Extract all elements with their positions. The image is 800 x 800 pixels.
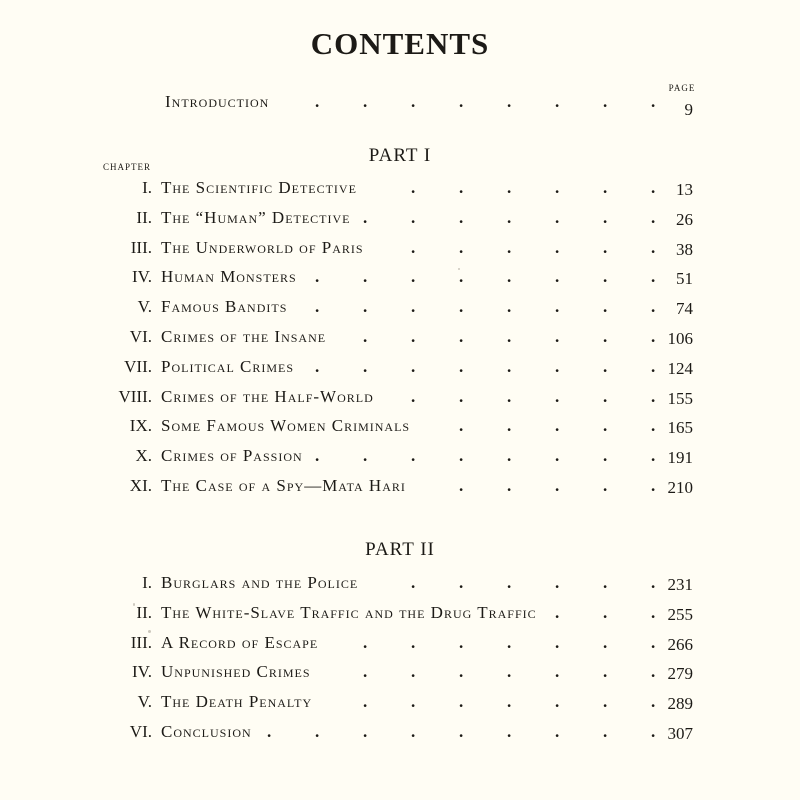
leader-dot: . bbox=[459, 327, 464, 346]
leader-dot: . bbox=[507, 446, 512, 466]
leader-dot: . bbox=[459, 386, 464, 406]
part-one-chapter-entry[interactable] bbox=[0, 327, 800, 355]
leader-dot: . bbox=[507, 692, 512, 712]
leader-dot: . bbox=[459, 92, 464, 111]
paper-speck bbox=[133, 603, 135, 606]
leader-dot: . bbox=[651, 692, 656, 712]
chapter-page-number: 255 bbox=[667, 604, 693, 624]
chapter-title: Crimes of the Half-World bbox=[161, 386, 374, 406]
leader-dot: . bbox=[555, 356, 560, 376]
leader-dot: . bbox=[555, 327, 560, 346]
leader-dot: . bbox=[651, 92, 656, 111]
part-one-chapter-entry[interactable] bbox=[0, 476, 800, 504]
chapter-page-number: 266 bbox=[667, 634, 693, 654]
chapter-page-number: 26 bbox=[676, 209, 693, 229]
leader-dot: . bbox=[411, 662, 416, 682]
chapter-number: XI. bbox=[129, 476, 152, 495]
leader-dot: . bbox=[459, 178, 464, 197]
leader-dot: . bbox=[363, 692, 368, 712]
leader-dot: . bbox=[315, 356, 320, 376]
chapter-title: Unpunished Crimes bbox=[161, 662, 311, 682]
chapter-page-number: 307 bbox=[667, 724, 693, 743]
chapter-title: A Record of Escape bbox=[161, 632, 319, 652]
chapter-number: VI. bbox=[129, 722, 152, 741]
chapter-title: Crimes of Passion bbox=[161, 446, 303, 466]
leader-dot: . bbox=[651, 207, 656, 227]
leader-dot: . bbox=[603, 356, 608, 376]
part-two-chapter-entry[interactable] bbox=[0, 662, 800, 690]
leader-dot: . bbox=[555, 662, 560, 682]
leader-dot: . bbox=[411, 237, 416, 257]
leader-dot: . bbox=[459, 446, 464, 466]
leader-dot: . bbox=[459, 476, 464, 495]
leader-dot: . bbox=[603, 416, 608, 436]
chapter-title: Crimes of the Insane bbox=[161, 327, 327, 346]
leader-dot: . bbox=[555, 386, 560, 406]
leader-dot: . bbox=[507, 237, 512, 257]
leader-dot: . bbox=[459, 297, 464, 317]
leader-dot: . bbox=[603, 722, 608, 741]
page-title: CONTENTS bbox=[310, 26, 490, 61]
leader-dot: . bbox=[555, 416, 560, 436]
chapter-number: III. bbox=[130, 632, 152, 652]
leader-dot: . bbox=[603, 602, 608, 622]
chapter-title: The Scientific Detective bbox=[161, 178, 357, 197]
part-one-chapter-entry[interactable] bbox=[0, 387, 800, 415]
leader-dot: . bbox=[459, 356, 464, 376]
leader-dot: . bbox=[459, 267, 464, 287]
leader-dot: . bbox=[555, 207, 560, 227]
leader-dot: . bbox=[411, 356, 416, 376]
paper-speck bbox=[458, 268, 460, 270]
leader-dot: . bbox=[507, 356, 512, 376]
leader-dot: . bbox=[555, 692, 560, 712]
leader-dot: . bbox=[603, 386, 608, 406]
chapter-title: The White-Slave Traffic and the Drug Traffic bbox=[161, 602, 537, 622]
leader-dot: . bbox=[555, 178, 560, 197]
leader-dot: . bbox=[603, 692, 608, 712]
leader-dot: . bbox=[363, 327, 368, 346]
leader-dot: . bbox=[651, 573, 656, 592]
introduction-title: Introduction bbox=[165, 92, 270, 111]
leader-dot: . bbox=[651, 297, 656, 317]
chapter-page-number: 51 bbox=[676, 269, 693, 289]
leader-dot: . bbox=[651, 662, 656, 682]
leader-dot: . bbox=[363, 92, 368, 111]
leader-dot: . bbox=[651, 722, 656, 741]
leader-dot: . bbox=[315, 446, 320, 466]
part-one-chapter-entry[interactable] bbox=[0, 446, 800, 474]
dot-leader bbox=[0, 92, 800, 120]
leader-dot: . bbox=[507, 632, 512, 652]
leader-dot: . bbox=[459, 722, 464, 741]
leader-dot: . bbox=[507, 297, 512, 317]
leader-dot: . bbox=[363, 722, 368, 741]
chapter-number: II. bbox=[136, 602, 152, 622]
paper-speck bbox=[148, 630, 151, 633]
chapter-number: V. bbox=[137, 297, 152, 317]
chapter-number: IX. bbox=[129, 416, 152, 436]
leader-dot: . bbox=[411, 178, 416, 197]
introduction-page-number: 9 bbox=[684, 100, 693, 119]
chapter-title: Human Monsters bbox=[161, 267, 297, 287]
leader-dot: . bbox=[651, 237, 656, 257]
leader-dot: . bbox=[411, 267, 416, 287]
part-one-chapter-entry[interactable] bbox=[0, 416, 800, 444]
leader-dot: . bbox=[507, 662, 512, 682]
leader-dot: . bbox=[411, 327, 416, 346]
leader-dot: . bbox=[603, 267, 608, 287]
chapter-title: Some Famous Women Criminals bbox=[161, 416, 411, 436]
leader-dot: . bbox=[315, 92, 320, 111]
chapter-title: The Case of a Spy—Mata Hari bbox=[161, 476, 406, 495]
leader-dot: . bbox=[459, 632, 464, 652]
leader-dot: . bbox=[651, 632, 656, 652]
leader-dot: . bbox=[555, 446, 560, 466]
leader-dot: . bbox=[507, 476, 512, 495]
chapter-page-number: 210 bbox=[667, 478, 693, 497]
leader-dot: . bbox=[603, 207, 608, 227]
chapter-page-number: 74 bbox=[676, 299, 693, 319]
chapter-page-number: 279 bbox=[667, 664, 693, 684]
leader-dot: . bbox=[603, 237, 608, 257]
chapter-page-number: 38 bbox=[676, 239, 693, 259]
leader-dot: . bbox=[267, 722, 272, 741]
chapter-number: VII. bbox=[124, 356, 152, 376]
leader-dot: . bbox=[651, 386, 656, 406]
leader-dot: . bbox=[603, 573, 608, 592]
leader-dot: . bbox=[651, 327, 656, 346]
leader-dot: . bbox=[555, 92, 560, 111]
leader-dot: . bbox=[507, 722, 512, 741]
leader-dot: . bbox=[651, 476, 656, 495]
leader-dot: . bbox=[555, 476, 560, 495]
leader-dot: . bbox=[651, 178, 656, 197]
chapter-number: II. bbox=[136, 207, 152, 227]
leader-dot: . bbox=[603, 632, 608, 652]
chapter-page-number: 165 bbox=[667, 418, 693, 438]
part-one-chapter-entry[interactable] bbox=[0, 208, 800, 236]
leader-dot: . bbox=[603, 446, 608, 466]
leader-dot: . bbox=[507, 92, 512, 111]
leader-dot: . bbox=[555, 297, 560, 317]
leader-dot: . bbox=[555, 573, 560, 592]
leader-dot: . bbox=[411, 207, 416, 227]
leader-dot: . bbox=[603, 178, 608, 197]
chapter-page-number: 124 bbox=[667, 358, 693, 378]
leader-dot: . bbox=[507, 267, 512, 287]
chapter-title: The “Human” Detective bbox=[161, 207, 351, 227]
chapter-title: Conclusion bbox=[161, 722, 252, 741]
leader-dot: . bbox=[603, 297, 608, 317]
part-two-chapter-entry[interactable] bbox=[0, 603, 800, 631]
leader-dot: . bbox=[555, 602, 560, 622]
leader-dot: . bbox=[651, 416, 656, 436]
chapter-title: Famous Bandits bbox=[161, 297, 288, 317]
part-one-heading: PART I bbox=[368, 145, 432, 166]
leader-dot: . bbox=[363, 297, 368, 317]
chapter-column-label: CHAPTER bbox=[103, 162, 152, 172]
chapter-number: V. bbox=[137, 692, 152, 712]
leader-dot: . bbox=[603, 662, 608, 682]
leader-dot: . bbox=[555, 632, 560, 652]
leader-dot: . bbox=[459, 416, 464, 436]
leader-dot: . bbox=[459, 692, 464, 712]
chapter-title: Burglars and the Police bbox=[161, 573, 359, 592]
leader-dot: . bbox=[603, 92, 608, 111]
leader-dot: . bbox=[411, 722, 416, 741]
leader-dot: . bbox=[507, 207, 512, 227]
leader-dot: . bbox=[651, 267, 656, 287]
part-one-chapter-entry[interactable] bbox=[0, 297, 800, 325]
chapter-number: III. bbox=[130, 237, 152, 257]
chapter-page-number: 13 bbox=[676, 180, 693, 199]
leader-dot: . bbox=[363, 207, 368, 227]
leader-dot: . bbox=[411, 297, 416, 317]
leader-dot: . bbox=[507, 178, 512, 197]
chapter-number: IV. bbox=[132, 662, 152, 682]
chapter-number: X. bbox=[135, 446, 152, 466]
chapter-number: VI. bbox=[129, 327, 152, 346]
leader-dot: . bbox=[411, 692, 416, 712]
leader-dot: . bbox=[507, 327, 512, 346]
leader-dot: . bbox=[459, 573, 464, 592]
chapter-page-number: 106 bbox=[667, 329, 693, 348]
leader-dot: . bbox=[459, 237, 464, 257]
leader-dot: . bbox=[507, 573, 512, 592]
leader-dot: . bbox=[363, 446, 368, 466]
chapter-title: Political Crimes bbox=[161, 356, 295, 376]
part-two-heading: PART II bbox=[365, 539, 435, 560]
leader-dot: . bbox=[459, 662, 464, 682]
chapter-number: VIII. bbox=[118, 386, 152, 406]
leader-dot: . bbox=[459, 207, 464, 227]
introduction-entry[interactable] bbox=[0, 92, 800, 120]
leader-dot: . bbox=[651, 356, 656, 376]
leader-dot: . bbox=[411, 573, 416, 592]
chapter-page-number: 289 bbox=[667, 694, 693, 714]
leader-dot: . bbox=[411, 386, 416, 406]
leader-dot: . bbox=[411, 446, 416, 466]
chapter-page-number: 155 bbox=[667, 388, 693, 408]
part-two-chapter-entry[interactable] bbox=[0, 573, 800, 601]
chapter-number: IV. bbox=[132, 267, 152, 287]
part-one-chapter-entry[interactable] bbox=[0, 238, 800, 266]
leader-dot: . bbox=[411, 92, 416, 111]
leader-dot: . bbox=[555, 237, 560, 257]
leader-dot: . bbox=[363, 632, 368, 652]
leader-dot: . bbox=[315, 722, 320, 741]
leader-dot: . bbox=[555, 267, 560, 287]
leader-dot: . bbox=[411, 632, 416, 652]
leader-dot: . bbox=[507, 386, 512, 406]
leader-dot: . bbox=[315, 267, 320, 287]
leader-dot: . bbox=[555, 722, 560, 741]
chapter-title: The Death Penalty bbox=[161, 692, 313, 712]
leader-dot: . bbox=[363, 356, 368, 376]
part-two-chapter-entry[interactable] bbox=[0, 692, 800, 720]
part-two-chapter-entry[interactable] bbox=[0, 633, 800, 661]
part-one-chapter-entry[interactable] bbox=[0, 178, 800, 206]
page-column-label: PAGE bbox=[668, 83, 696, 93]
chapter-number: I. bbox=[142, 573, 152, 592]
leader-dot: . bbox=[507, 416, 512, 436]
leader-dot: . bbox=[363, 662, 368, 682]
part-two-chapter-entry[interactable] bbox=[0, 722, 800, 750]
chapter-number: I. bbox=[142, 178, 152, 197]
leader-dot: . bbox=[363, 267, 368, 287]
leader-dot: . bbox=[651, 446, 656, 466]
chapter-title: The Underworld of Paris bbox=[161, 237, 364, 257]
leader-dot: . bbox=[603, 476, 608, 495]
chapter-page-number: 231 bbox=[667, 575, 693, 594]
leader-dot: . bbox=[603, 327, 608, 346]
part-one-chapter-entry[interactable] bbox=[0, 357, 800, 385]
chapter-page-number: 191 bbox=[667, 448, 693, 468]
leader-dot: . bbox=[651, 602, 656, 622]
part-one-chapter-entry[interactable] bbox=[0, 267, 800, 295]
leader-dot: . bbox=[315, 297, 320, 317]
